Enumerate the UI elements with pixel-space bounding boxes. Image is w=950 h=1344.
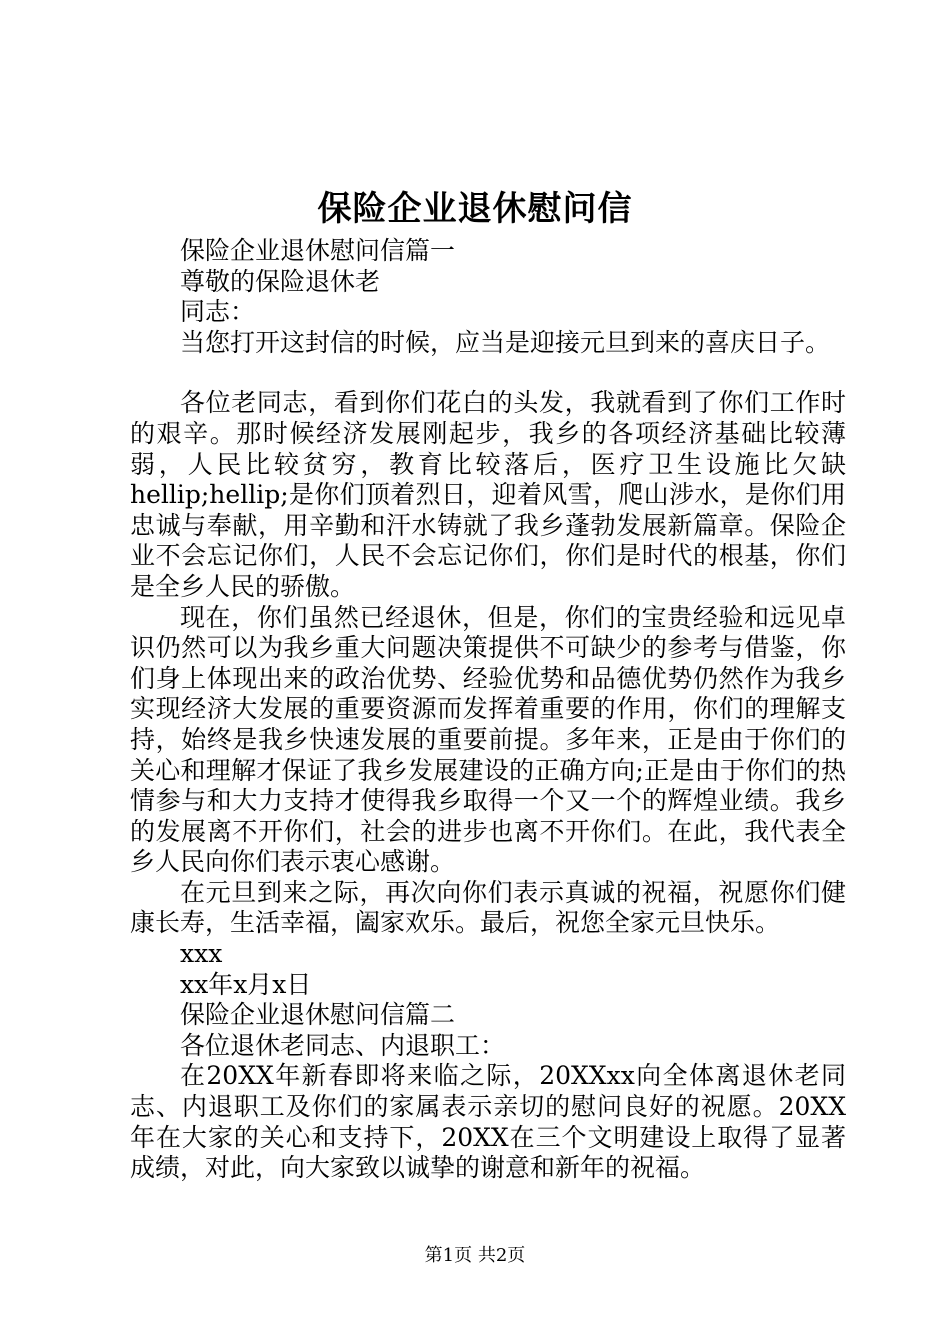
salutation-line-1: 尊敬的保险退休老 (180, 266, 381, 296)
body-paragraph-4: 在20XX年新春即将来临之际，20XXxx向全体离退休老同志、内退职工及你们的家属表示亲切的慰问良好的祝愿。20XX年在大家的关心和支持下，20XX在三个文明建设上取得了显著成绩，对此，向大家致以诚挚的谢意和新年的祝福。 (130, 1061, 846, 1183)
body-paragraph-2: 现在，你们虽然已经退休，但是，你们的宝贵经验和远见卓识仍然可以为我乡重大问题决策提供不可缺少的参考与借鉴，你们身上体现出来的政治优势、经验优势和品德优势仍然作为我乡实现经济大发展的重要资源而发挥着重要的作用，你们的理解支持，始终是我乡快速发展的重要前提。多年来，正是由于你们的关心和理解才保证了我乡发展建设的正确方向;正是由于你们的热情参与和大力支持才使得我乡取得一个又一个的辉煌业绩。我乡的发展离不开你们，社会的进步也离不开你们。在此，我代表全乡人民向你们表示衷心感谢。 (130, 602, 846, 877)
intro-line: 当您打开这封信的时候，应当是迎接元旦到来的喜庆日子。 (180, 327, 831, 357)
salutation-line-3: 各位退休老同志、内退职工： (180, 1030, 506, 1060)
body-paragraph-3: 在元旦到来之际，再次向你们表示真诚的祝福，祝愿你们健康长寿，生活幸福，阖家欢乐。最后，祝您全家元旦快乐。 (130, 877, 846, 938)
document-body (130, 236, 846, 1184)
salutation-line-2: 同志： (180, 297, 256, 327)
body-paragraph-1: 各位老同志，看到你们花白的头发，我就看到了你们工作时的艰辛。那时候经济发展刚起步，我乡的各项经济基础比较薄弱，人民比较贫穷，教育比较落后，医疗卫生设施比欠缺hellip;hellip;是你们顶着烈日，迎着风雪，爬山涉水，是你们用忠诚与奉献，用辛勤和汗水铸就了我乡蓬勃发展新篇章。保险企业不会忘记你们，人民不会忘记你们，你们是时代的根基，你们是全乡人民的骄傲。 (130, 388, 846, 601)
signature: xxx (180, 939, 223, 969)
page-footer: 第1页 共2页 (424, 1245, 526, 1266)
section-heading-2: 保险企业退休慰问信篇二 (180, 1000, 456, 1030)
paragraph-gap (130, 358, 846, 388)
section-heading-1: 保险企业退休慰问信篇一 (180, 236, 456, 265)
letter-date: xx年x月x日 (180, 969, 312, 999)
document-title: 保险企业退休慰问信 (317, 189, 633, 229)
